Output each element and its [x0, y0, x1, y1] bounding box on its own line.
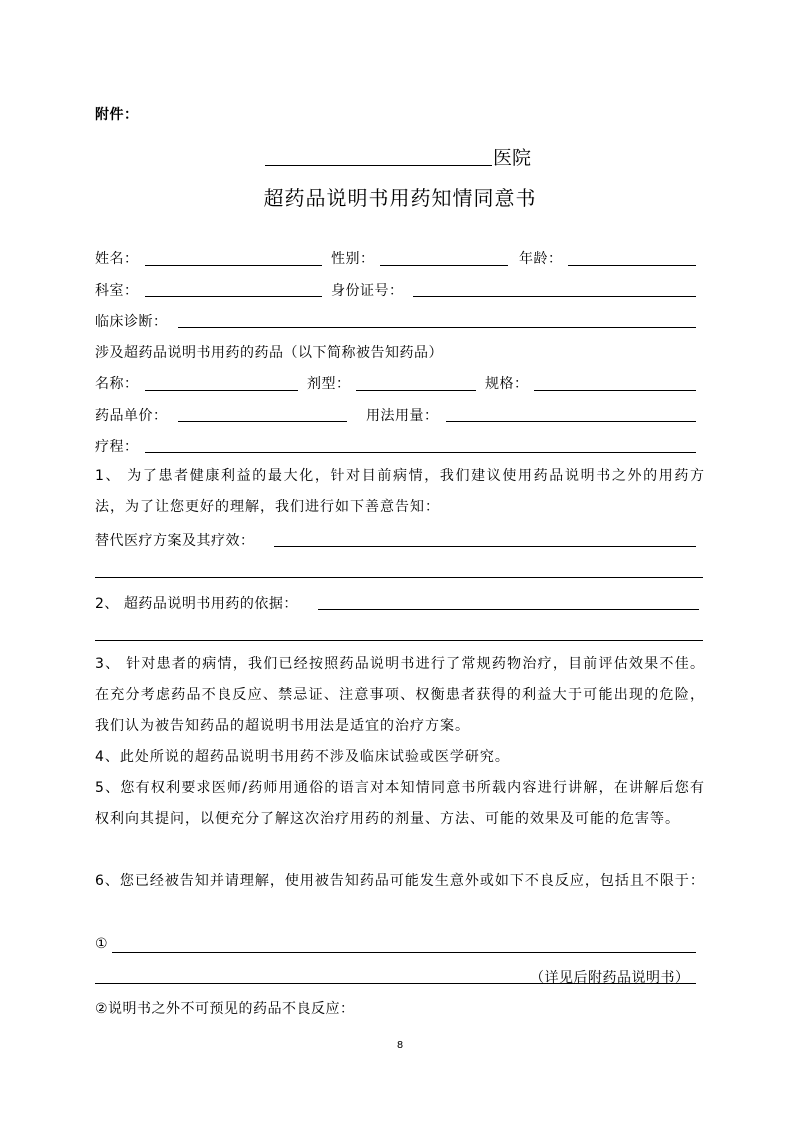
price-label: 药品单价： — [95, 408, 168, 424]
drug-name-label: 名称： — [95, 376, 139, 392]
item-4-text: 4、此处所说的超药品说明书用药不涉及临床试验或医学研究。 — [95, 749, 510, 765]
drug-intro: 涉及超药品说明书用药的药品（以下简称被告知药品） — [95, 345, 443, 361]
age-field[interactable] — [568, 265, 696, 266]
basis-field-line-2[interactable] — [95, 640, 703, 641]
spec-field[interactable] — [534, 390, 696, 391]
diagnosis-field[interactable] — [178, 327, 696, 328]
diagnosis-label: 临床诊断： — [95, 314, 168, 330]
name-label: 姓名： — [95, 251, 139, 267]
item-5-text: 5、您有权利要求医师/药师用通俗的语言对本知情同意书所载内容进行讲解，在讲解后您有权利向其提问，以便充分了解这次治疗用药的剂量、方法、可能的效果及可能的危害等。 — [95, 780, 705, 827]
see-package-insert-note: （详见后附药品说明书） — [530, 970, 690, 986]
usage-label: 用法用量： — [366, 408, 439, 424]
item-2-text: 2、 超药品说明书用药的依据： — [95, 596, 298, 612]
name-field[interactable] — [145, 265, 322, 266]
attachment-label: 附件： — [95, 107, 139, 123]
circle-2-label: ②说明书之外不可预见的药品不良反应： — [95, 1001, 355, 1017]
spec-label: 规格： — [485, 376, 529, 392]
dosage-form-field[interactable] — [356, 390, 476, 391]
department-label: 科室： — [95, 283, 139, 299]
circle-1-label: ① — [95, 936, 109, 952]
department-field[interactable] — [145, 296, 322, 297]
page-number: 8 — [396, 1040, 404, 1051]
gender-label: 性别： — [331, 251, 375, 267]
age-label: 年龄： — [519, 251, 563, 267]
drug-name-field[interactable] — [145, 390, 298, 391]
course-field[interactable] — [145, 452, 696, 453]
course-label: 疗程： — [95, 439, 139, 455]
alternative-label: 替代医疗方案及其疗效： — [95, 533, 255, 549]
id-number-field[interactable] — [413, 296, 696, 297]
reaction-field-1[interactable] — [112, 952, 696, 953]
id-number-label: 身份证号： — [331, 283, 404, 299]
alternative-field-line-2[interactable] — [95, 577, 703, 578]
item-3-text: 3、 针对患者的病情，我们已经按照药品说明书进行了常规药物治疗，目前评估效果不佳。在充分考虑药品不良反应、禁忌证、注意事项、权衡患者获得的利益大于可能出现的危险，我们认为被告知药品的超说明书用法是适宜的治疗方案。 — [95, 656, 705, 734]
alternative-field[interactable] — [274, 546, 696, 547]
price-field[interactable] — [178, 421, 347, 422]
basis-field[interactable] — [318, 609, 699, 610]
document-title: 超药品说明书用药知情同意书 — [263, 186, 537, 210]
dosage-form-label: 剂型： — [307, 376, 351, 392]
item-6-text: 6、您已经被告知并请理解，使用被告知药品可能发生意外或如下不良反应，包括且不限于： — [95, 873, 705, 889]
hospital-suffix: 医院 — [493, 147, 532, 169]
item-1-text: 1、 为了患者健康利益的最大化，针对目前病情，我们建议使用药品说明书之外的用药方法，为了让您更好的理解，我们进行如下善意告知： — [95, 468, 705, 515]
hospital-name-line[interactable] — [265, 165, 492, 166]
gender-field[interactable] — [380, 265, 508, 266]
usage-field[interactable] — [446, 421, 696, 422]
